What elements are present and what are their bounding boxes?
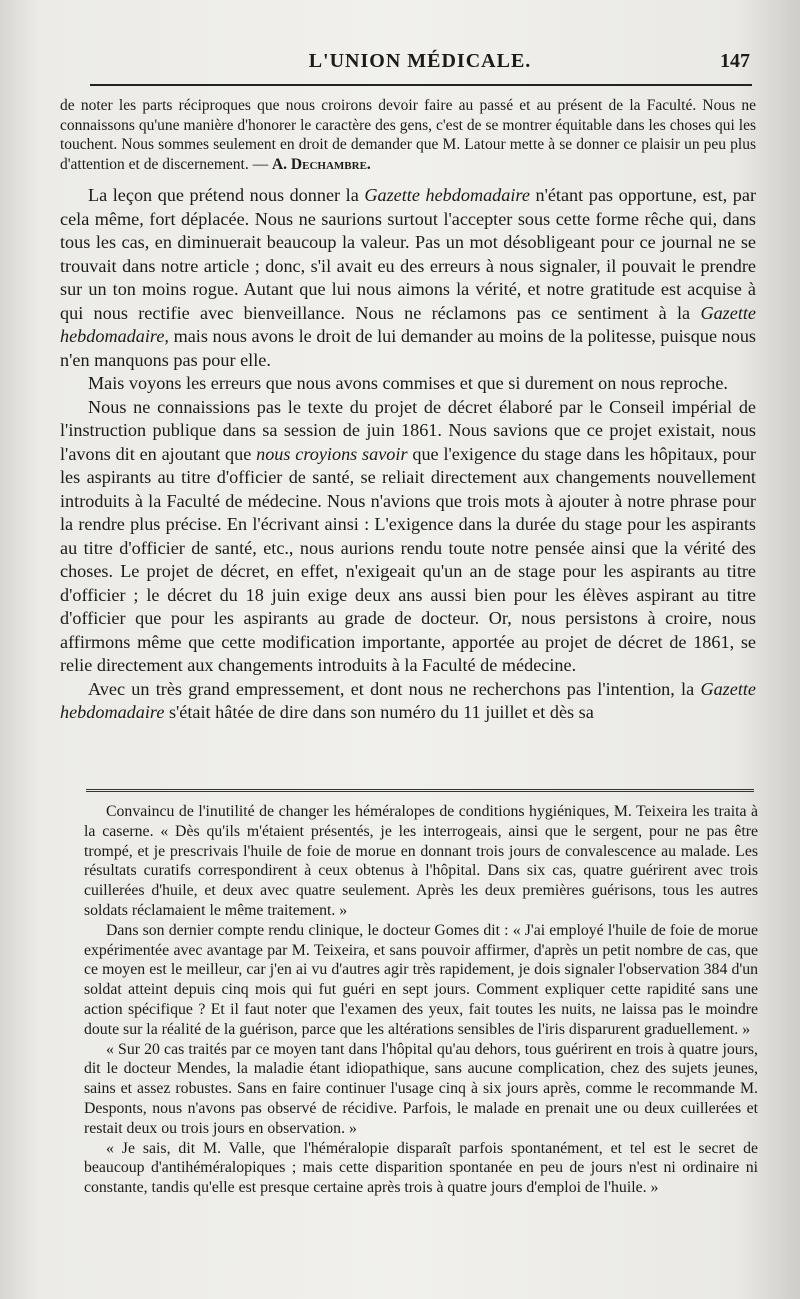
running-head (90, 50, 750, 80)
p1-gazette-title-2: Gazette hebdomadaire, (60, 302, 756, 347)
p1-gazette-title: Gazette hebdomadaire (364, 185, 530, 206)
p3-italic: nous croyions savoir (256, 443, 408, 464)
notes-section (84, 802, 758, 1198)
note-paragraph-3: « Sur 20 cas traités par ce moyen tant dans l'hôpital qu'au dehors, tous guérirent en trois à quatre jours, dit le docteur Mendes, la maladie étant idiopathique, sans aucune complication, chez des sujets jeunes, sains et assez robustes. Sans en faire continuer l'usage cinq à six jours après, comme le recommande M. Desponts, nous n'avons pas observé de récidive. Parfois, le malade en prenait une ou deux cuillerées et restait deux ou trois jours en observation. » (84, 1040, 758, 1137)
p1-text-b: n'étant pas opportune, est, par cela même, fort déplacée. Nous ne saurions surtout l'accepter sous cette forme rêche qui, dans tous les cas, en diminuerait beaucoup la valeur. Pas un mot désobligeant pour ce journal ne se trouvait dans notre article ; donc, s'il avait eu des erreurs à nous signaler, il pouvait le prendre sur un ton moins rogue. Autant que lui nous aimons la vérité, et notre gratitude est acquise à qui nous rectifie avec bienveillance. Nous ne réclamons pas ce sentiment à la (60, 185, 756, 323)
journal-title: L'UNION MÉDICALE. (308, 50, 532, 72)
article-paragraph-1 (60, 184, 756, 372)
intro-text: de noter les parts réciproques que nous croirons devoir faire au passé et au présent de la Faculté. Nous ne connaissons qu'une manière d'honorer le caractère des gens, c'est de se montrer équitable dans les choses qui les touchent. Nous sommes seulement en droit de demander que M. Latour mette à se donner ce plaisir un peu plus d'attention et de discernement. — (60, 97, 756, 173)
note-paragraph-4: « Je sais, dit M. Valle, que l'héméralopie disparaît parfois spontanément, et tel est le secret de beaucoup d'antihéméralopiques ; mais cette disparition spontanée en peu de jours n'est ni ordinaire ni constante, tandis qu'elle est presque certaine après trois à quatre jours d'emploi de l'huile. » (84, 1139, 758, 1197)
note-paragraph-2: Dans son dernier compte rendu clinique, le docteur Gomes dit : « J'ai employé l'huile de foie de morue expérimentée avec avantage par M. Teixeira, et sans pouvoir affirmer, d'après un petit nombre de cas, que ce moyen est le meilleur, car j'en ai vu d'autres agir très rapidement, je dois signaler l'observation 384 d'un soldat atteint depuis cinq mois qui fut guéri en sept jours. Comment expliquer cette rapidité sans une action spécifique ? Et il faut noter que l'examen des yeux, fait toutes les nuits, ne laissa pas le moindre doute sur la réalité de la guérison, parce que les altérations sensibles de l'iris disparurent graduellement. » (84, 921, 758, 1038)
intro-paragraph (60, 96, 756, 174)
article-paragraph-3 (60, 396, 756, 678)
p1-text-c: mais nous avons le droit de lui demander au moins de la politesse, puisque nous n'en manquons pas pour elle. (60, 326, 756, 370)
p4-gazette-title: Gazette hebdomadaire (60, 678, 756, 723)
p3-text-a: Nous ne connaissions pas le texte du projet de décret élaboré par le Conseil impérial de l'instruction publique dans sa session de juin 1861. Nous savions que ce projet existait, nous l'avons dit en ajoutant que (60, 396, 756, 464)
p3-text-b: que l'exigence du stage dans les hôpitaux, pour les aspirants au titre d'officier de santé, se reliait directement aux changements nouvellement introduits à la Faculté de médecine. Nous n'avions que trois mots à ajouter à notre phrase pour la rendre plus précise. En l'écrivant ainsi : L'exigence dans la durée du stage pour les aspirants au titre d'officier de santé, etc., nous aurions rendu toute notre pensée ainsi que la vérité des choses. Le projet de décret, en effet, n'exigeait qu'un an de stage pour les aspirants au titre d'officier ; le décret du 18 juin exige deux ans aussi bien pour les élèves aspirant au titre d'officier que pour les aspirants au grade de docteur. Or, nous persistons à croire, nous affirmons même que cette modification importante, apportée au projet de décret de 1861, se relie directement aux changements introduits à la Faculté de médecine. (60, 443, 756, 676)
page-number: 147 (720, 50, 750, 72)
header-rule (90, 84, 752, 86)
intro-signature: A. Dechambre. (271, 155, 371, 173)
p4-text-a: Avec un très grand empressement, et dont nous ne recherchons pas l'intention, la (88, 678, 701, 699)
p1-text-a: La leçon que prétend nous donner la (88, 185, 365, 206)
note-paragraph-1: Convaincu de l'inutilité de changer les héméralopes de conditions hygiéniques, M. Teixeira les traita à la caserne. « Dès qu'ils m'étaient présentés, je les interrogeais, ainsi que le sergent, pour ne pas être trompé, et je prescrivais l'huile de foie de morue en donnant trois jours de convalescence au malade. Les résultats curatifs correspondirent à ceux obtenus à l'hôpital. Dans six cas, quatre guérirent avec trois cuillerées d'huile, et deux avec quatre seulement. Après les deux premières guérisons, tous les autres soldats réclamaient le même traitement. » (84, 803, 758, 919)
footnote-rule (86, 789, 754, 795)
article-paragraph-2: Mais voyons les erreurs que nous avons commises et que si durement on nous reproche. (88, 373, 728, 394)
article-paragraph-4 (60, 678, 756, 725)
body-text (60, 96, 756, 725)
p4-text-b: s'était hâtée de dire dans son numéro du 11 juillet et dès sa (164, 702, 594, 723)
